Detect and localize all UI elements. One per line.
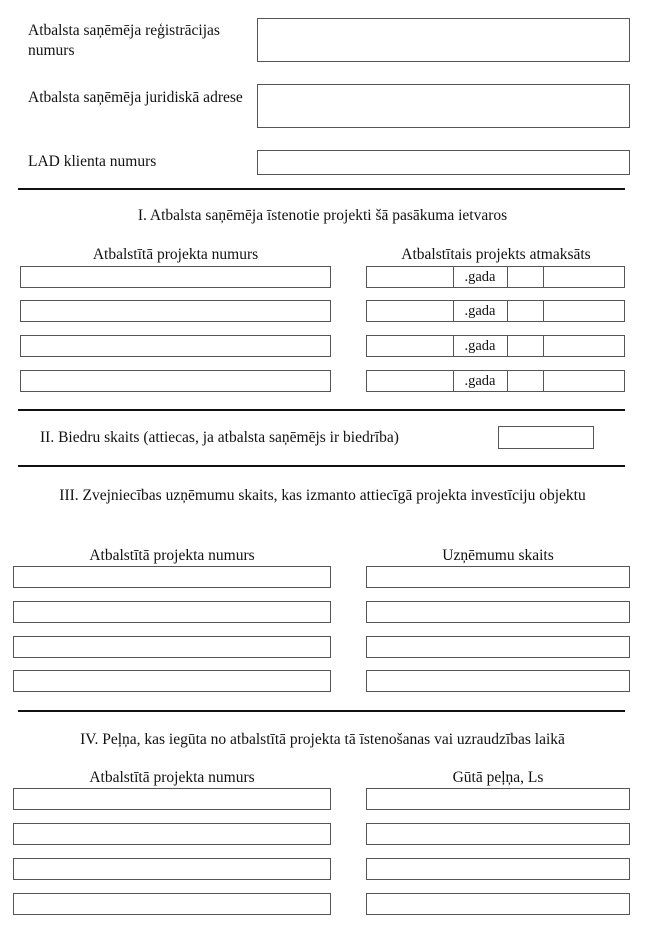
- gada-label: .gada: [464, 303, 496, 319]
- project-number-field[interactable]: [20, 370, 331, 392]
- project-number-field[interactable]: [13, 636, 331, 658]
- section-3-col-left: Atbalstītā projekta numurs: [89, 547, 255, 564]
- section-4-col-right: Gūtā peļņa, Ls: [452, 769, 544, 786]
- gada-label: .gada: [464, 338, 496, 354]
- repaid-date-field[interactable]: [366, 300, 625, 322]
- reg-number-label: Atbalsta saņēmēja reģistrācijas numurs: [28, 22, 220, 59]
- divider-4: [18, 710, 625, 712]
- section-1-col-left: Atbalstītā projekta numurs: [92, 246, 259, 263]
- divider-2: [18, 409, 625, 411]
- project-number-field[interactable]: [20, 266, 331, 288]
- profit-field[interactable]: [366, 823, 630, 845]
- company-count-field[interactable]: [366, 601, 630, 623]
- project-number-field[interactable]: [13, 788, 331, 810]
- profit-field[interactable]: [366, 893, 630, 915]
- profit-field[interactable]: [366, 788, 630, 810]
- repaid-date-field[interactable]: [366, 370, 625, 392]
- project-number-field[interactable]: [13, 858, 331, 880]
- project-number-field[interactable]: [13, 670, 331, 692]
- gada-label: .gada: [464, 269, 496, 285]
- repaid-date-field[interactable]: [366, 335, 625, 357]
- project-number-field[interactable]: [20, 300, 331, 322]
- section-4-title: IV. Peļņa, kas iegūta no atbalstītā projekta tā īstenošanas vai uzraudzības laikā: [80, 731, 565, 748]
- member-count-field[interactable]: [498, 426, 594, 449]
- project-number-field[interactable]: [13, 566, 331, 588]
- company-count-field[interactable]: [366, 566, 630, 588]
- lad-client-label: LAD klienta numurs: [28, 153, 157, 170]
- project-number-field[interactable]: [20, 335, 331, 357]
- repaid-date-field[interactable]: [366, 266, 625, 288]
- company-count-field[interactable]: [366, 636, 630, 658]
- divider-1: [18, 188, 625, 190]
- profit-field[interactable]: [366, 858, 630, 880]
- divider-3: [18, 465, 625, 467]
- section-1-col-right: Atbalstītais projekts atmaksāts: [401, 246, 591, 263]
- company-count-field[interactable]: [366, 670, 630, 692]
- legal-address-field[interactable]: [257, 84, 630, 128]
- lad-client-field[interactable]: [257, 150, 630, 175]
- gada-label: .gada: [464, 373, 496, 389]
- section-1-title: I. Atbalsta saņēmēja īstenotie projekti šā pasākuma ietvaros: [137, 207, 508, 224]
- section-4-col-left: Atbalstītā projekta numurs: [89, 769, 255, 786]
- reg-number-field[interactable]: [257, 18, 630, 62]
- section-3-col-right: Uzņēmumu skaits: [442, 547, 554, 564]
- legal-address-label: Atbalsta saņēmēja juridiskā adrese: [28, 89, 243, 106]
- project-number-field[interactable]: [13, 893, 331, 915]
- section-2-title: II. Biedru skaits (attiecas, ja atbalsta saņēmējs ir biedrība): [40, 429, 399, 446]
- section-3-title: III. Zvejniecības uzņēmumu skaits, kas izmanto attiecīgā projekta investīciju objektu: [59, 487, 586, 504]
- project-number-field[interactable]: [13, 823, 331, 845]
- project-number-field[interactable]: [13, 601, 331, 623]
